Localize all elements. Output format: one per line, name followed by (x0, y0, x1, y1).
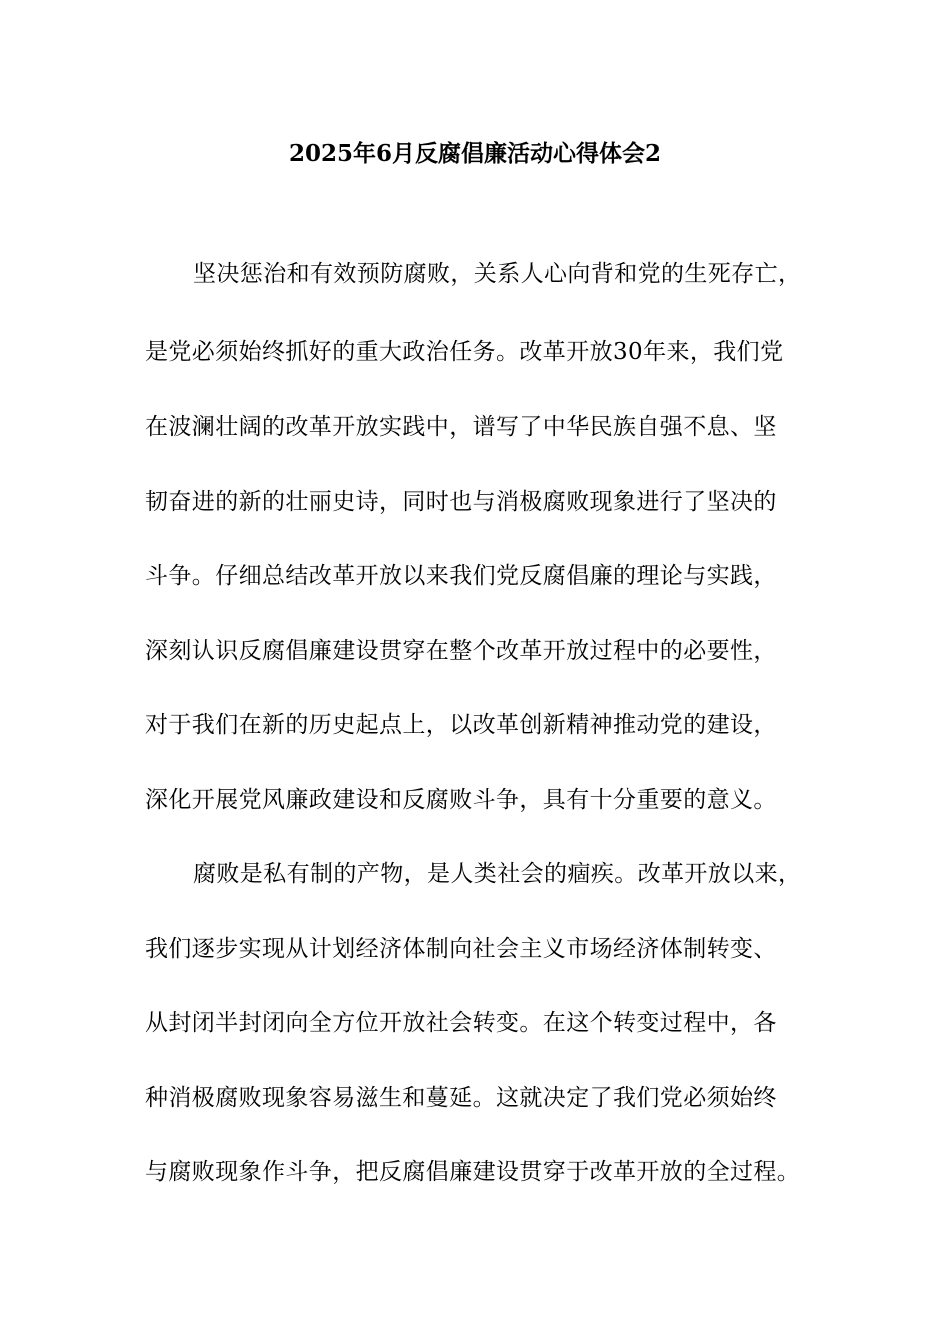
paragraph-line: 深刻认识反腐倡廉建设贯穿在整个改革开放过程中的必要性， (145, 638, 777, 664)
paragraph-line: 韧奋进的新的壮丽史诗，同时也与消极腐败现象进行了坚决的 (145, 489, 777, 515)
paragraph-line: 从封闭半封闭向全方位开放社会转变。在这个转变过程中，各 (145, 1010, 777, 1036)
paragraph-line: 斗争。仔细总结改革开放以来我们党反腐倡廉的理论与实践， (145, 563, 777, 589)
paragraph-line: 坚决惩治和有效预防腐败，关系人心向背和党的生死存亡， (193, 261, 802, 287)
paragraph-line: 腐败是私有制的产物，是人类社会的痼疾。改革开放以来， (193, 861, 802, 887)
paragraph-line: 与腐败现象作斗争，把反腐倡廉建设贯穿于改革开放的全过程。 (145, 1159, 801, 1185)
paragraph-line: 是党必须始终抓好的重大政治任务。改革开放30年来，我们党 (145, 339, 784, 365)
paragraph-line: 我们逐步实现从计划经济体制向社会主义市场经济体制转变、 (145, 936, 777, 962)
document-title: 2025年6月反腐倡廉活动心得体会2 (288, 140, 662, 167)
paragraph-line: 在波澜壮阔的改革开放实践中，谱写了中华民族自强不息、坚 (145, 414, 777, 440)
paragraph-line: 对于我们在新的历史起点上，以改革创新精神推动党的建设， (145, 712, 777, 738)
paragraph-line: 种消极腐败现象容易滋生和蔓延。这就决定了我们党必须始终 (145, 1085, 777, 1111)
paragraph-line: 深化开展党风廉政建设和反腐败斗争，具有十分重要的意义。 (145, 787, 777, 813)
